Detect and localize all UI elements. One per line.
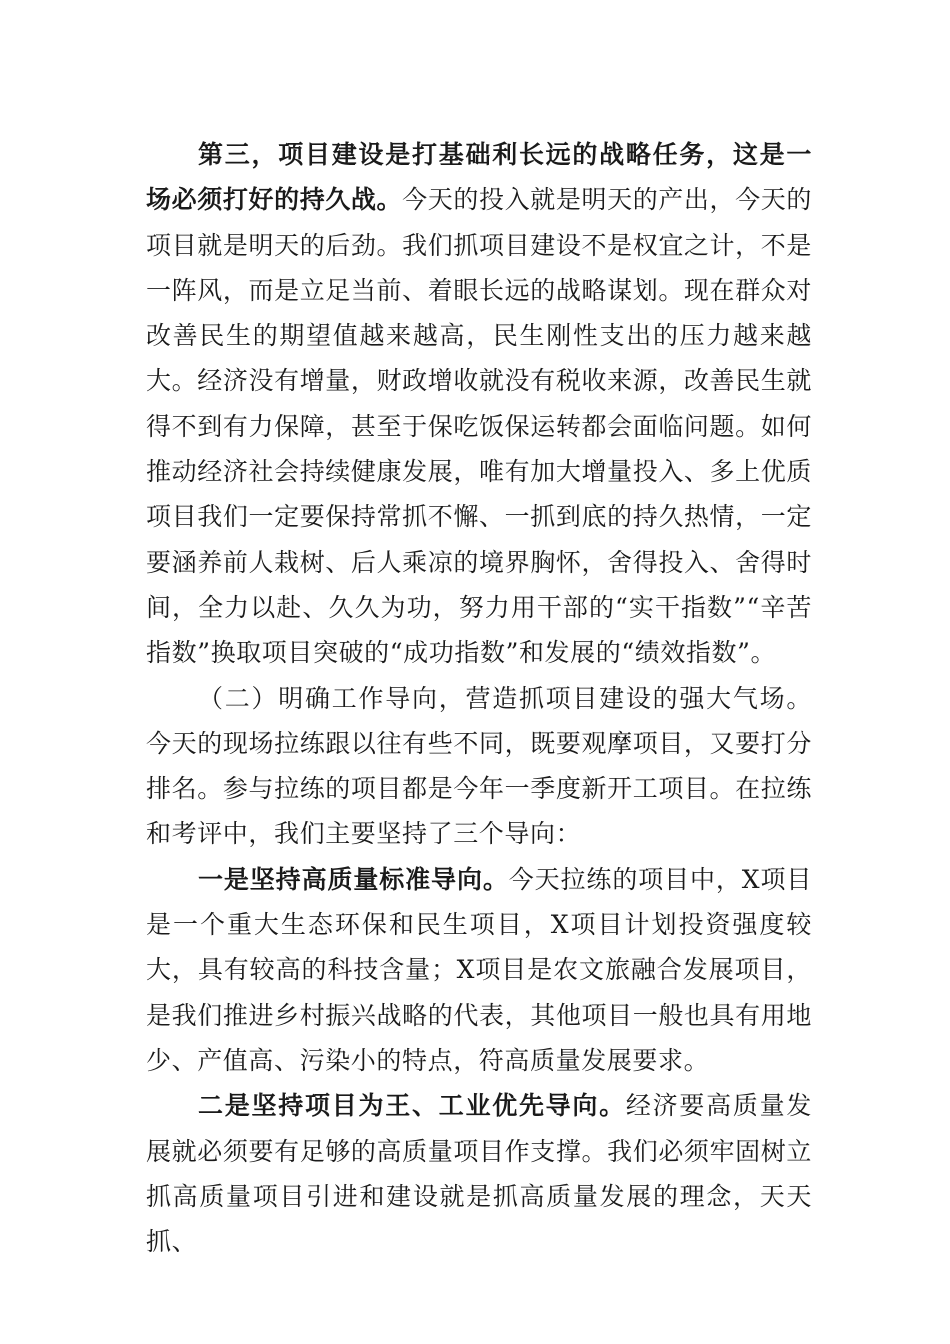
paragraph-body: 经济要高质量发展就必须要有足够的高质量项目作支撑。我们必须牢固树立抓高质量项目引进和建设就是抓高质量发展的理念，天天抓、 [146,1091,812,1257]
paragraph-lead: 一是坚持高质量标准导向。 [198,864,509,894]
paragraph-lead: 二是坚持项目为王、工业优先导向。 [198,1091,626,1121]
paragraph-lead: 第三，项目建设是打基础利长远的战略任务，这是一场必须打好的持久战。 [146,140,812,215]
paragraph-body: 今天的投入就是明天的产出，今天的项目就是明天的后劲。我们抓项目建设不是权宜之计，不是一阵风，而是立足当前、着眼长远的战略谋划。现在群众对改善民生的期望值越来越高，民生刚性支出的压力越来越大。经济没有增量，财政增收就没有税收来源，改善民生就得不到有力保障，甚至于保吃饭保运转都会面临问题。如何推动经济社会持续健康发展，唯有加大增量投入、多上优质项目我们一定要保持常抓不懈、一抓到底的持久热情，一定要涵养前人栽树、后人乘凉的境界胸怀，舍得投入、舍得时间，全力以赴、久久为功，努力用干部的“实干指数”“辛苦指数”换取项目突破的“成功指数”和发展的“绩效指数”。 [146,185,812,668]
body-text [146,132,812,1264]
paragraph-body: 今天的现场拉练跟以往有些不同，既要观摩项目，又要打分排名。参与拉练的项目都是今年一季度新开工项目。在拉练和考评中，我们主要坚持了三个导向： [146,728,812,849]
paragraph-lead: （二）明确工作导向，营造抓项目建设的强大气场。 [198,683,812,713]
paragraph-body: 今天拉练的项目中，X项目是一个重大生态环保和民生项目，X项目计划投资强度较大，具有较高的科技含量；X项目是农文旅融合发展项目，是我们推进乡村振兴战略的代表，其他项目一般也具有用地少、产值高、污染小的特点，符高质量发展要求。 [146,864,812,1075]
paragraph-third-point [146,132,812,676]
paragraph-guideline-two [146,1083,812,1264]
paragraph-section-two [146,676,812,857]
paragraph-guideline-one [146,857,812,1083]
